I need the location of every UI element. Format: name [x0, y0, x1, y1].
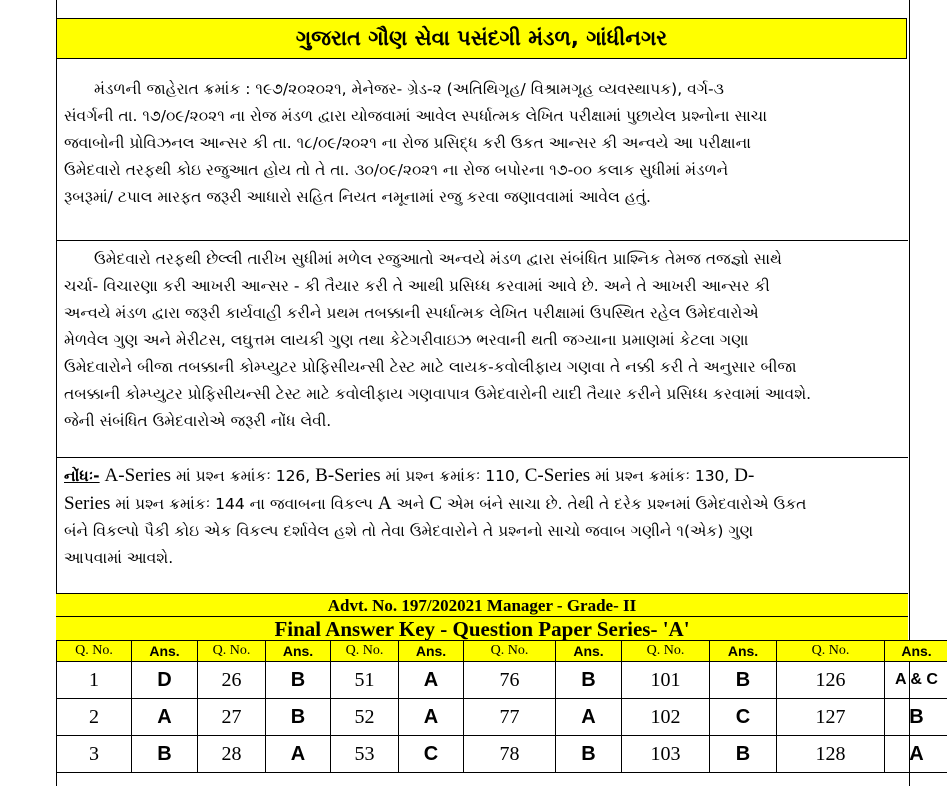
paragraph-line: તબક્કાની કોમ્પ્યુટર પ્રોફિસીયન્સી ટેસ્ટ માટે કવોલીફાય ગણવાપાત્ર ઉમેદવારોની યાદી તૈયાર કરીને પ્રસિધ્ધ કરવામાં આવશે.: [64, 385, 812, 403]
series-label: B-Series: [315, 465, 381, 486]
page-title: ગુજરાત ગૌણ સેવા પસંદગી મંડળ, ગાંધીનગર: [56, 18, 907, 59]
paragraph-line: મેળવેલ ગુણ અને મેરીટસ, લઘુત્તમ લાયકી ગુણ તથા કેટેગરીવાઇઝ ભરવાની થતી જગ્યાના પ્રમાણમાં કેટલા ગણા: [64, 331, 749, 349]
question-number: 101: [622, 662, 710, 699]
note-text: માં પ્રશ્ન ક્રમાંકઃ 126,: [171, 467, 316, 485]
option-label: A: [377, 493, 392, 514]
answer-cell: A & C: [885, 662, 947, 699]
answer-key-table: [56, 640, 947, 773]
answer-cell: B: [556, 736, 622, 773]
option-label: C: [429, 493, 443, 514]
answer-cell: D: [132, 662, 198, 699]
note-text: એમ બંને સાચા છે. તેથી તે દરેક પ્રશ્નમાં ઉમેદવારોએ ઉકત: [442, 495, 807, 513]
paragraph-line: સંવર્ગની તા. ૧૭/૦૯/૨૦૨૧ ના રોજ મંડળ દ્વારા યોજવામાં આવેલ સ્પર્ધાત્મક લેખિત પરીક્ષામાં પુછાયેલ પ્રશ્નોના સાચા: [64, 107, 768, 125]
answer-cell: C: [399, 736, 464, 773]
col-ans: Ans.: [266, 641, 331, 662]
paragraph-line: જેની સંબંધિત ઉમેદવારોએ જરૂરી નોંધ લેવી.: [64, 412, 332, 430]
divider: [56, 240, 908, 241]
col-ans: Ans.: [885, 641, 947, 662]
answer-cell: C: [710, 699, 777, 736]
answer-cell: B: [710, 662, 777, 699]
question-number: 1: [57, 662, 132, 699]
question-number: 103: [622, 736, 710, 773]
question-number: 27: [198, 699, 266, 736]
question-number: 127: [777, 699, 885, 736]
paragraph-line: ઉમેદવારોને બીજા તબક્કાની કોમ્પ્યુટર પ્રોફિસીયન્સી ટેસ્ટ માટે લાયક-કવોલીફાય ગણવા તે નક્કી કરી તે અનુસાર બીજા: [64, 358, 797, 376]
note-text: અને: [391, 495, 430, 513]
table-row: [57, 662, 947, 699]
answer-cell: A: [266, 736, 331, 773]
answer-cell: B: [266, 699, 331, 736]
question-number: 2: [57, 699, 132, 736]
series-label: A-Series: [104, 465, 172, 486]
answer-cell: B: [710, 736, 777, 773]
table-row: [57, 699, 947, 736]
col-qno: Q. No.: [622, 641, 710, 662]
paragraph-line: મંડળની જાહેરાત ક્રમાંક : ૧૯૭/૨૦૨૦૨૧, મેનેજર- ગ્રેડ-૨ (અતિથિગૃહ/ વિશ્રામગૃહ વ્યવસ્થાપક), વર્ગ-૩: [94, 80, 724, 98]
col-ans: Ans.: [710, 641, 777, 662]
answer-cell: A: [132, 699, 198, 736]
answer-cell: B: [885, 699, 947, 736]
answer-cell: A: [399, 699, 464, 736]
paragraph-line: ઉમેદવારો તરફથી છેલ્લી તારીખ સુધીમાં મળેલ રજુઆતો અન્વયે મંડળ દ્વારા સંબંધિત પ્રાશ્નિક તેમજ તજજ્ઞો સાથે: [94, 250, 782, 268]
col-qno: Q. No.: [777, 641, 885, 662]
question-number: 53: [331, 736, 399, 773]
col-ans: Ans.: [556, 641, 622, 662]
note-text: માં પ્રશ્ન ક્રમાંકઃ 130,: [590, 467, 735, 485]
paragraph-line: અન્વયે મંડળ દ્વારા જરૂરી કાર્યવાહી કરીને પ્રથમ તબક્કાની સ્પર્ધાત્મક લેખિત પરીક્ષામાં ઉપસ્થિત રહેલ ઉમેદવારોએ: [64, 304, 759, 322]
answer-key-title: Final Answer Key - Question Paper Series- 'A': [56, 616, 908, 641]
series-label: Series: [64, 493, 111, 514]
advt-line: Advt. No. 197/202021 Manager - Grade- II: [56, 593, 908, 617]
question-number: 26: [198, 662, 266, 699]
col-ans: Ans.: [132, 641, 198, 662]
col-qno: Q. No.: [464, 641, 556, 662]
question-number: 126: [777, 662, 885, 699]
note-text: માં પ્રશ્ન ક્રમાંકઃ 144 ના જવાબના વિકલ્પ: [110, 495, 378, 513]
series-label: C-Series: [524, 465, 591, 486]
paragraph-line: ઉમેદવારો તરફથી કોઇ રજુઆત હોય તો તે તા. ૩૦/૦૯/૨૦૨૧ ના રોજ બપોરના ૧૭-૦૦ કલાક સુધીમાં મંડળને: [64, 161, 729, 179]
note-line: આપવામાં આવશે.: [64, 549, 174, 567]
col-qno: Q. No.: [57, 641, 132, 662]
table-row: [57, 736, 947, 773]
table-header-row: [57, 641, 947, 662]
answer-cell: B: [556, 662, 622, 699]
question-number: 3: [57, 736, 132, 773]
note-line: [64, 462, 900, 490]
series-label: D-: [734, 465, 755, 486]
col-qno: Q. No.: [331, 641, 399, 662]
answer-cell: A: [885, 736, 947, 773]
paragraph-line: જવાબોની પ્રોવિઝનલ આન્સર કી તા. ૧૮/૦૯/૨૦૨૧ ના રોજ પ્રસિદ્ધ કરી ઉકત આન્સર કી અન્વયે આ પરીક્ષાના: [64, 134, 751, 152]
intro-paragraph: [56, 76, 908, 211]
answer-cell: A: [556, 699, 622, 736]
question-number: 102: [622, 699, 710, 736]
question-number: 28: [198, 736, 266, 773]
col-ans: Ans.: [399, 641, 464, 662]
answer-cell: B: [266, 662, 331, 699]
note-paragraph: [56, 462, 908, 572]
question-number: 52: [331, 699, 399, 736]
note-line: બંને વિકલ્પો પૈકી કોઇ એક વિકલ્પ દર્શાવેલ હશે તો તેવા ઉમેદવારોને તે પ્રશ્નનો સાચો જવાબ ગણીને ૧(એક) ગુણ: [64, 522, 754, 540]
question-number: 78: [464, 736, 556, 773]
col-qno: Q. No.: [198, 641, 266, 662]
question-number: 51: [331, 662, 399, 699]
answer-cell: A: [399, 662, 464, 699]
answer-cell: B: [132, 736, 198, 773]
note-line: [64, 490, 900, 518]
question-number: 76: [464, 662, 556, 699]
final-key-paragraph: [56, 246, 908, 435]
question-number: 77: [464, 699, 556, 736]
question-number: 128: [777, 736, 885, 773]
note-label: નોંધઃ-: [64, 467, 100, 485]
paragraph-line: ચર્ચા- વિચારણા કરી આખરી આન્સર - કી તૈયાર કરી તે આથી પ્રસિધ્ધ કરવામાં આવે છે. અને તે આખરી આન્સર કી: [64, 277, 770, 295]
paragraph-line: રૂબરૂમાં/ ટપાલ મારફત જરૂરી આધારો સહિત નિયત નમૂનામાં રજુ કરવા જણાવવામાં આવેલ હતું.: [64, 188, 651, 206]
note-text: માં પ્રશ્ન ક્રમાંકઃ 110,: [380, 467, 525, 485]
divider: [56, 457, 908, 458]
